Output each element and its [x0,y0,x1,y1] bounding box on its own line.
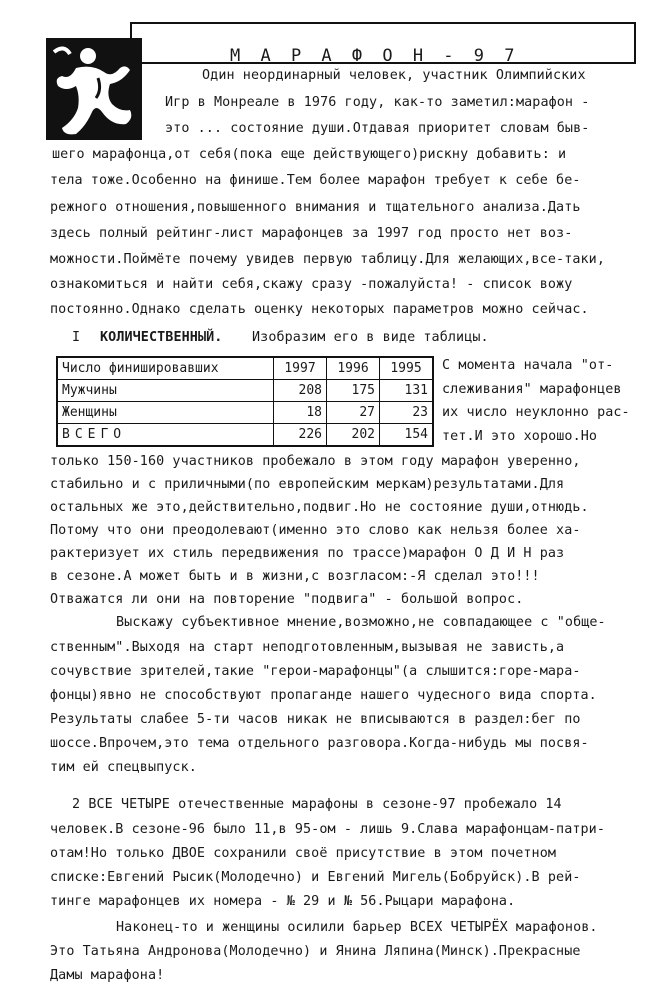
table-cell: 226 [274,424,327,447]
section2-line: отам!Но только ДВОЕ сохранили своё присутствие в этом почетном [50,846,557,861]
runner-logo-icon [46,38,142,140]
section2-line: человек.В сезоне-96 было 11,в 95-ом - лишь 9.Слава марафонцам-патри- [50,822,606,837]
body-line: только 150-160 участников пробежало в этом году марафон уверенно, [50,454,581,469]
table-row [57,402,433,424]
side-line: тет.И это хорошо.Но [442,429,598,444]
section2-line: списке:Евгений Рысик(Молодечно) и Евгений Мигель(Бобруйск).В рей- [50,870,581,885]
table-cell: 202 [327,424,380,447]
intro-line: можности.Поймёте почему увидев первую таблицу.Для желающих,все-таки, [50,252,606,267]
table-row [57,380,433,402]
table-cell: 208 [274,380,327,402]
body-line: Результаты слабее 5-ти часов никак не вписываются в раздел:бег по [50,712,581,727]
table-cell: 131 [380,380,434,402]
intro-line: режного отношения,повышенного внимания и тщательного анализа.Дать [50,200,581,215]
table-cell: Женщины [57,402,274,424]
intro-line: ознакомиться и найти себя,скажу сразу -пожалуйста! - список вожу [50,277,573,292]
table-cell: 154 [380,424,434,447]
section2-line: Дамы марафона! [50,968,165,983]
section-intro-text: Изобразим его в виде таблицы. [252,330,489,345]
body-line: в сезоне.А может быть и в жизни,с возгласом:-Я сделал это!!! [50,569,540,584]
body-line: Отважатся ли они на повторение "подвига" - большой вопрос. [50,592,524,607]
body-line: стабильно и с приличными(по европейским меркам)результатами.Для [50,477,565,492]
section2-line: тинге марафонцев их номера - № 29 и № 56.Рыцари марафона. [50,894,516,909]
table-cell: 27 [327,402,380,424]
side-line: слеживания" марафонцев [442,382,622,397]
page-title: М А Р А Ф О Н - 9 7 [230,46,520,66]
intro-line: это ... состояние души.Отдавая приоритет словам быв- [165,121,590,136]
intro-line: постоянно.Однако сделать оценку некоторых параметров можно сейчас. [50,302,589,317]
section2-line: Наконец-то и женщины осилили барьер ВСЕХ ЧЕТЫРЁХ марафонов. [116,920,598,935]
table-cell: 23 [380,402,434,424]
table-cell: ВСЕГО [57,424,274,447]
table-header-cell: 1996 [327,357,380,380]
section-title: КОЛИЧЕСТВЕННЫЙ. [100,330,223,345]
body-line: шоссе.Впрочем,это тема отдельного разговора.Когда-нибудь мы посвя- [50,736,589,751]
body-line: Выскажу субъективное мнение,возможно,не совпадающее с "обще- [116,615,606,630]
table-header-cell: 1995 [380,357,434,380]
section2-line: 2 ВСЕ ЧЕТЫРЕ отечественные марафоны в сезоне-97 пробежало 14 [72,797,562,812]
intro-line: Один неординарный человек, участник Олимпийских [202,68,586,83]
body-line: сочувствие зрителей,такие "герои-марафонцы"(а слышится:горе-мара- [50,664,581,679]
table-header-row [57,357,433,380]
body-line: остальных же это,действительно,подвиг.Но не состояние души,отнюдь. [50,500,589,515]
side-line: С момента начала "от- [442,358,614,373]
body-line: Потому что они преодолевают(именно это слово как нельзя более ха- [50,523,581,538]
intro-line: Игр в Монреале в 1976 году, как-то заметил:марафон - [165,95,590,110]
body-line: тим ей спецвыпуск. [50,760,197,775]
section2-line: Это Татьяна Андронова(Молодечно) и Янина Ляпина(Минск).Прекрасные [50,944,581,959]
body-line: ственным".Выходя на старт неподготовленным,вызывая не зависть,а [50,640,565,655]
intro-line: тела тоже.Особенно на финише.Тем более марафон требует к себе бе- [50,173,581,188]
section-number: I [72,330,81,345]
table-cell: 18 [274,402,327,424]
intro-line: здесь полный рейтинг-лист марафонцев за 1997 год просто нет воз- [50,226,573,241]
body-line: рактеризует их стиль передвижения по трассе)марафон О Д И Н раз [50,546,565,561]
table-cell: 175 [327,380,380,402]
table-header-cell: 1997 [274,357,327,380]
intro-line: шего марафонца,от себя(пока еще действующего)рискну добавить: и [52,147,567,162]
table-header-cell: Число финишировавших [57,357,274,380]
table-cell: Мужчины [57,380,274,402]
finishers-table [56,356,434,447]
table-row [57,424,433,447]
body-line: фонцы)явно не способствуют пропаганде нашего чудесного вида спорта. [50,688,597,703]
side-line: их число неуклонно рас- [442,405,630,420]
